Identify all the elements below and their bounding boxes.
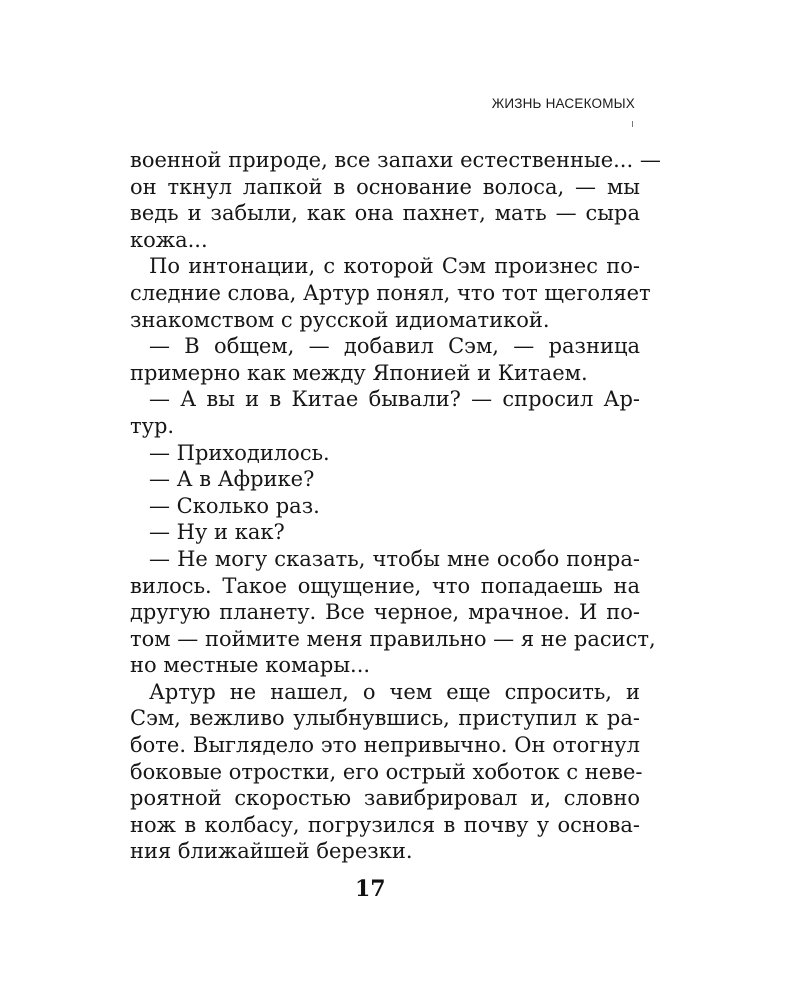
page-number: 17 <box>355 876 386 902</box>
text-line: ведь и забыли, как она пахнет, мать — сыра <box>130 201 640 226</box>
text-line: вилось. Такое ощущение, что попадаешь на <box>130 573 640 598</box>
text-line: тур. <box>130 413 175 438</box>
text-line: — Ну и как? <box>149 520 285 545</box>
header-tick-mark <box>632 121 633 127</box>
text-line: Артур не нашел, о чем еще спросить, и <box>149 679 640 704</box>
text-line: — А вы и в Китае бывали? — спросил Ар- <box>149 387 640 412</box>
text-line: роятной скоростью завибрировал и, словно <box>130 786 640 811</box>
text-line: но местные комары... <box>130 653 371 678</box>
text-line: По интонации, с которой Сэм произнес по- <box>149 254 640 279</box>
running-head: ЖИЗНЬ НАСЕКОМЫХ <box>491 96 635 111</box>
text-line: том — поймите меня правильно — я не расист, <box>130 626 656 651</box>
text-line: — Сколько раз. <box>149 493 320 518</box>
text-line: — В общем, — добавил Сэм, — разница <box>149 334 640 359</box>
text-line: Сэм, вежливо улыбнувшись, приступил к ра- <box>130 706 640 731</box>
text-line: боковые отростки, его острый хоботок с неве- <box>130 759 643 784</box>
text-line: нож в колбасу, погрузился в почву у основа- <box>130 812 640 837</box>
text-line: знакомством с русской идиоматикой. <box>130 307 550 332</box>
text-line: другую планету. Все черное, мрачное. И по- <box>130 600 640 625</box>
text-line: кожа... <box>130 227 208 252</box>
text-line: — Приходилось. <box>149 440 330 465</box>
text-line: следние слова, Артур понял, что тот щеголяет <box>130 280 651 305</box>
body-text <box>130 147 661 865</box>
text-line: он ткнул лапкой в основание волоса, — мы <box>130 174 640 199</box>
text-line: примерно как между Японией и Китаем. <box>130 360 588 385</box>
text-line: ния ближайшей березки. <box>130 839 413 864</box>
text-line: военной природе, все запахи естественные... — <box>130 148 661 172</box>
text-line: — А в Африке? <box>149 467 315 492</box>
text-line: боте. Выглядело это непривычно. Он отогнул <box>130 733 640 758</box>
text-line: — Не могу сказать, чтобы мне особо понра- <box>149 546 640 571</box>
